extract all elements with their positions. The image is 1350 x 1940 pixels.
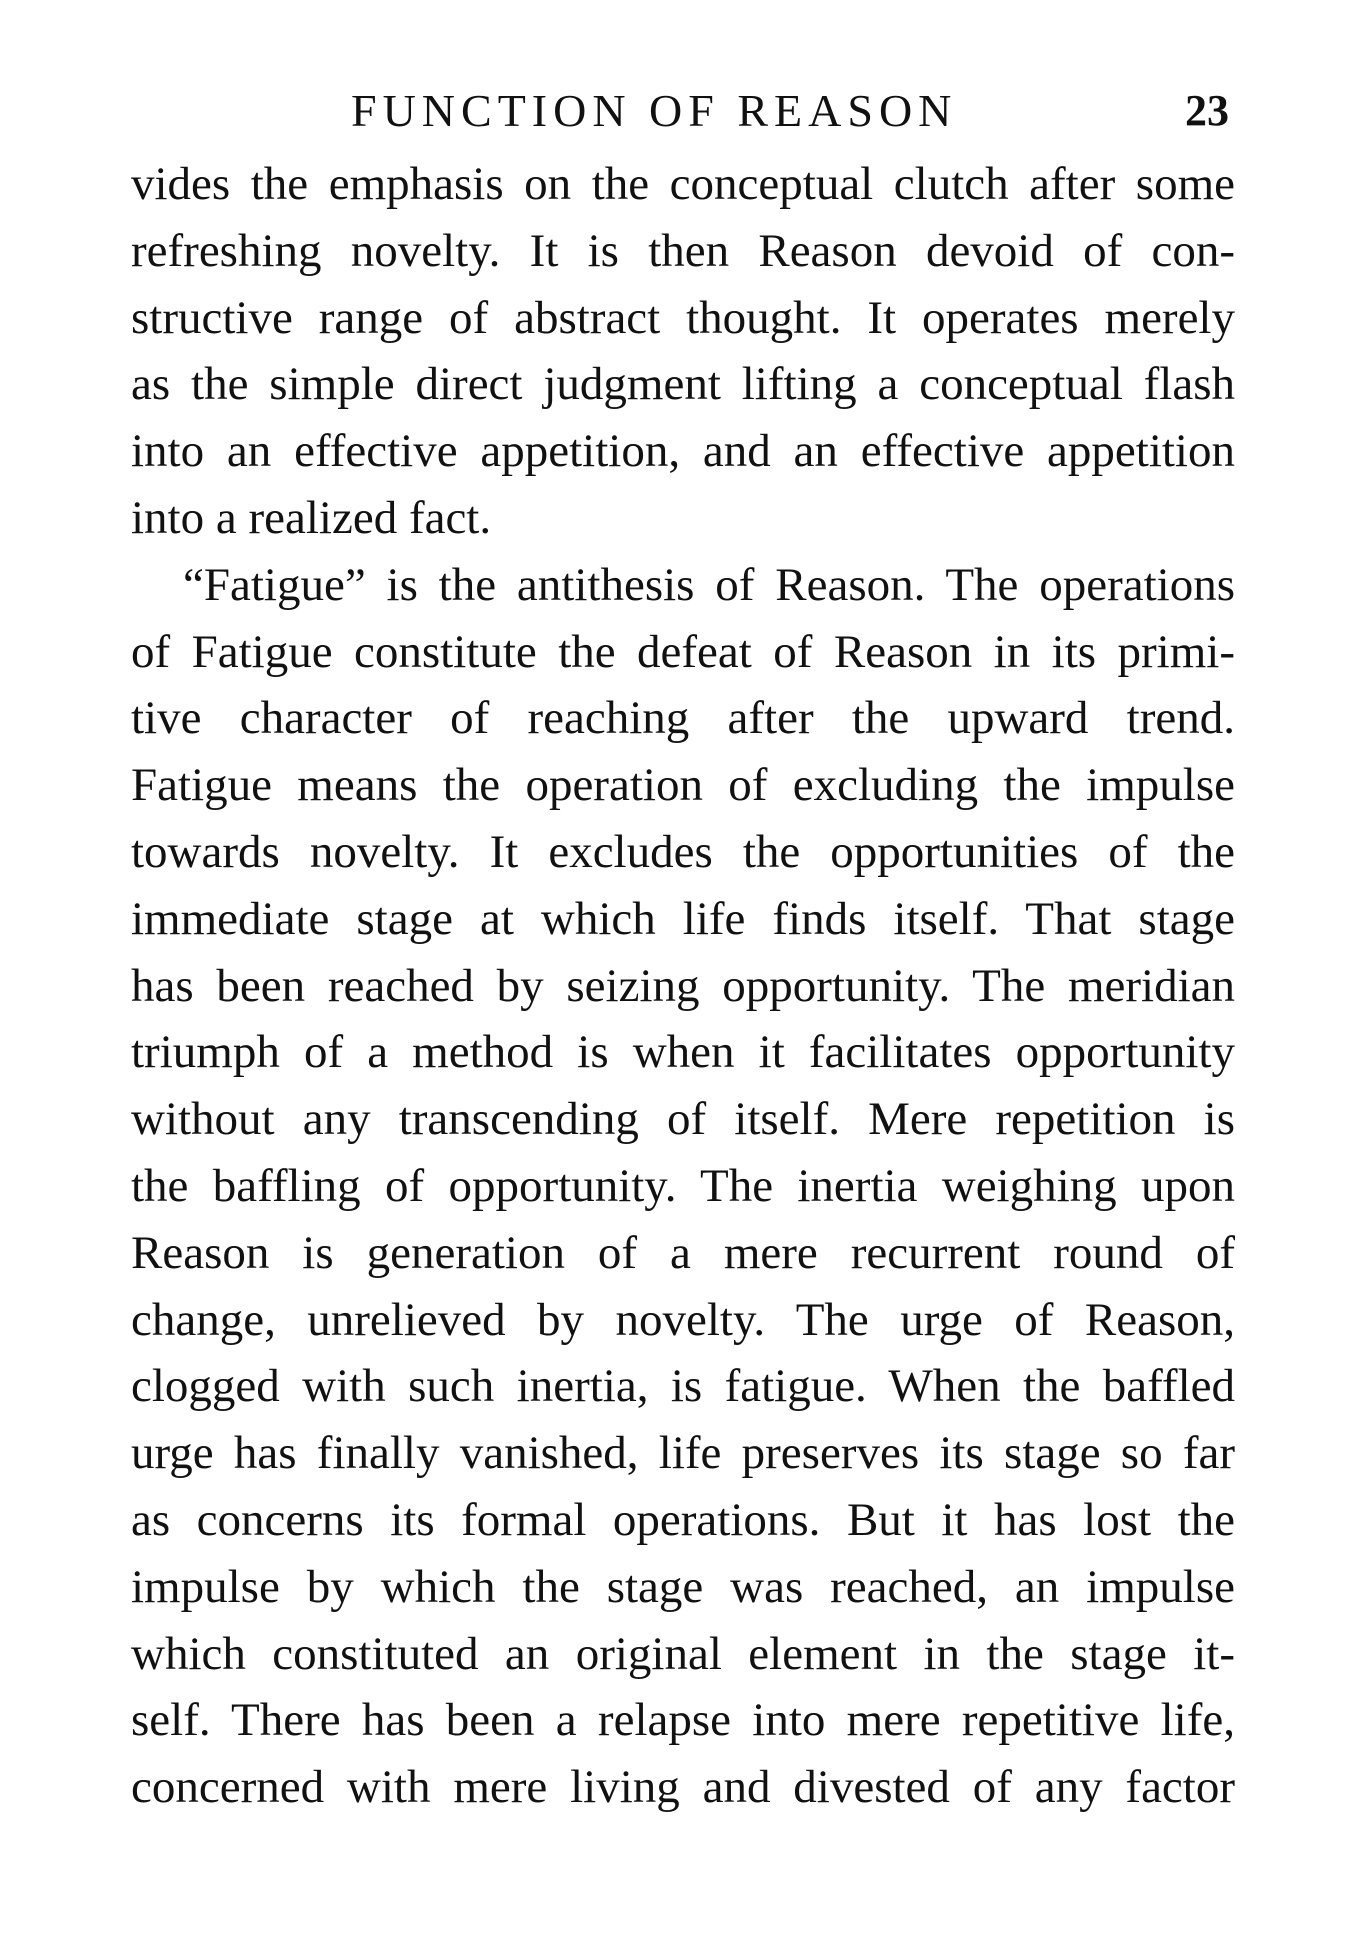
- text-line: Reason is generation of a mere recurrent round of: [131, 1226, 1235, 1279]
- text-line: towards novelty. It excludes the opportunities of the: [131, 825, 1235, 878]
- text-line: change, unrelieved by novelty. The urge of Reason,: [131, 1293, 1235, 1346]
- text-line: into a realized fact.: [131, 491, 492, 544]
- text-line: tive character of reaching after the upward trend.: [131, 692, 1235, 745]
- text-line: into an effective appetition, and an effective appetition: [131, 425, 1235, 478]
- text-line: self. There has been a relapse into mere repetitive life,: [131, 1694, 1235, 1747]
- text-line: has been reached by seizing opportunity. The meridian: [131, 959, 1235, 1012]
- text-line: as the simple direct judgment lifting a conceptual flash: [131, 358, 1235, 411]
- text-line: urge has finally vanished, life preserves its stage so far: [131, 1427, 1235, 1480]
- paragraph: [131, 151, 1235, 552]
- paragraph: [131, 552, 1235, 1821]
- page-number: 23: [1185, 86, 1229, 135]
- text-line: “Fatigue” is the antithesis of Reason. The operations: [183, 558, 1235, 611]
- text-line: concerned with mere living and divested of any factor: [131, 1761, 1235, 1814]
- text-line: vides the emphasis on the conceptual clutch after some: [131, 158, 1235, 210]
- text-line: Fatigue means the operation of excluding the impulse: [131, 759, 1235, 812]
- text-line: the baffling of opportunity. The inertia weighing upon: [131, 1159, 1235, 1212]
- text-line: structive range of abstract thought. It operates merely: [131, 291, 1235, 344]
- running-title: FUNCTION OF REASON: [351, 85, 958, 136]
- text-line: of Fatigue constitute the defeat of Reason in its primi-: [131, 625, 1235, 678]
- text-line: as concerns its formal operations. But it has lost the: [131, 1493, 1235, 1546]
- text-line: triumph of a method is when it facilitates opportunity: [131, 1026, 1235, 1079]
- text-line: refreshing novelty. It is then Reason devoid of con-: [131, 224, 1235, 277]
- text-line: impulse by which the stage was reached, an impulse: [131, 1560, 1235, 1613]
- text-line: which constituted an original element in the stage it-: [131, 1627, 1235, 1680]
- body-text: [131, 151, 1235, 1821]
- text-line: clogged with such inertia, is fatigue. When the baffled: [131, 1360, 1235, 1413]
- text-line: immediate stage at which life finds itself. That stage: [131, 892, 1235, 945]
- text-line: without any transcending of itself. Mere repetition is: [131, 1093, 1235, 1146]
- running-head: [131, 76, 1235, 146]
